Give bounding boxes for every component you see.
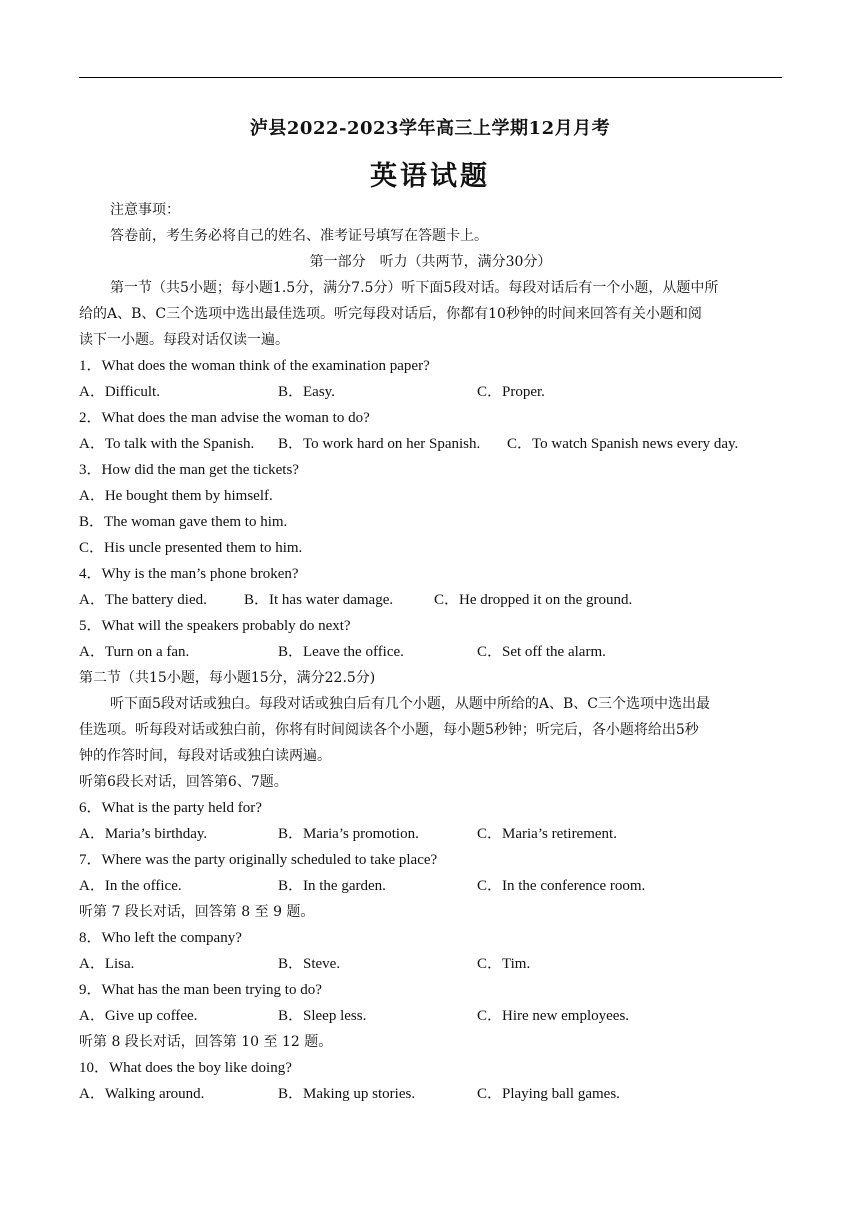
option-b: B．The woman gave them to him. — [79, 514, 288, 530]
option-b: B．Steve. — [278, 956, 341, 972]
section1-line: 读下一小题。每段对话仅读一遍。 — [79, 332, 289, 348]
option-c: C．Proper. — [477, 384, 545, 400]
option-c: C．To watch Spanish news every day. — [507, 436, 739, 452]
question-10-stem: 10．What does the boy like doing? — [79, 1060, 292, 1076]
section1-instructions — [79, 275, 782, 353]
part1-title: 第一部分 听力（共两节，满分30分） — [309, 254, 552, 270]
option-c: C．Set off the alarm. — [477, 644, 606, 660]
option-b: B．It has water damage. — [244, 592, 394, 608]
option-c: C．His uncle presented them to him. — [79, 540, 303, 556]
option-a: A．Difficult. — [79, 384, 160, 400]
question-2-options — [79, 434, 782, 454]
question-7-options — [79, 876, 782, 896]
option-c: C．In the conference room. — [477, 878, 646, 894]
dialog-8-intro: 听第 8 段长对话，回答第 10 至 12 题。 — [79, 1034, 333, 1050]
question-5-stem: 5．What will the speakers probably do next? — [79, 618, 351, 634]
question-8-options — [79, 954, 782, 974]
option-c: C．He dropped it on the ground. — [434, 592, 633, 608]
exam-title: 泸县2022-2023学年高三上学期12月月考 — [249, 118, 611, 139]
option-b: B．To work hard on her Spanish. — [278, 436, 481, 452]
option-b: B．Maria’s promotion. — [278, 826, 419, 842]
question-1-options — [79, 382, 782, 402]
question-10-options — [79, 1084, 782, 1104]
section2-line: 听下面5段对话或独白。每段对话或独白后有几个小题，从题中所给的A、B、C三个选项中选出最 — [110, 696, 711, 712]
question-7-stem: 7．Where was the party originally scheduled to take place? — [79, 852, 438, 868]
option-b: B．Sleep less. — [278, 1008, 367, 1024]
option-a: A．Walking around. — [79, 1086, 205, 1102]
option-a: A．Give up coffee. — [79, 1008, 198, 1024]
option-c: C．Hire new employees. — [477, 1008, 630, 1024]
option-c: C．Playing ball games. — [477, 1086, 620, 1102]
header-rule — [79, 77, 782, 78]
section1-line: 给的A、B、C三个选项中选出最佳选项。听完每段对话后，你都有10秒钟的时间来回答有关小题和阅 — [79, 306, 702, 322]
option-b: B．Easy. — [278, 384, 335, 400]
option-a: A．The battery died. — [79, 592, 207, 608]
option-a: A．In the office. — [79, 878, 182, 894]
section2-line: 佳选项。听每段对话或独白前，你将有时间阅读各个小题，每小题5秒钟；听完后，各小题将给出5秒 — [79, 722, 699, 738]
option-a: A．He bought them by himself. — [79, 488, 273, 504]
option-b: B．Leave the office. — [278, 644, 404, 660]
subject-title: 英语试题 — [370, 161, 490, 192]
question-3-stem: 3．How did the man get the tickets? — [79, 462, 299, 478]
notice-item: 答卷前，考生务必将自己的姓名、准考证号填写在答题卡上。 — [110, 228, 488, 244]
section2-title: 第二节（共15小题，每小题15分，满分22.5分) — [79, 670, 376, 686]
option-c: C．Maria’s retirement. — [477, 826, 617, 842]
question-2-stem: 2．What does the man advise the woman to do? — [79, 410, 370, 426]
option-b: B．Making up stories. — [278, 1086, 416, 1102]
option-a: A．Turn on a fan. — [79, 644, 190, 660]
option-b: B．In the garden. — [278, 878, 386, 894]
dialog-6-intro: 听第6段长对话，回答第6、7题。 — [79, 774, 288, 790]
section2-instructions — [79, 691, 782, 769]
question-1-stem: 1．What does the woman think of the examination paper? — [79, 358, 430, 374]
section1-line: 第一节（共5小题；每小题1.5分，满分7.5分）听下面5段对话。每段对话后有一个小题，从题中所 — [110, 280, 719, 296]
question-5-options — [79, 642, 782, 662]
option-a: A．Maria’s birthday. — [79, 826, 208, 842]
option-c: C．Tim. — [477, 956, 531, 972]
question-4-stem: 4．Why is the man’s phone broken? — [79, 566, 299, 582]
notice-heading: 注意事项： — [110, 202, 180, 218]
question-9-options — [79, 1006, 782, 1026]
section2-line: 钟的作答时间，每段对话或独白读两遍。 — [79, 748, 331, 764]
dialog-7-intro: 听第 7 段长对话，回答第 8 至 9 题。 — [79, 904, 315, 920]
question-6-stem: 6．What is the party held for? — [79, 800, 262, 816]
option-a: A．Lisa. — [79, 956, 135, 972]
option-a: A．To talk with the Spanish. — [79, 436, 255, 452]
question-9-stem: 9．What has the man been trying to do? — [79, 982, 322, 998]
question-4-options — [79, 590, 782, 610]
question-6-options — [79, 824, 782, 844]
question-8-stem: 8．Who left the company? — [79, 930, 242, 946]
